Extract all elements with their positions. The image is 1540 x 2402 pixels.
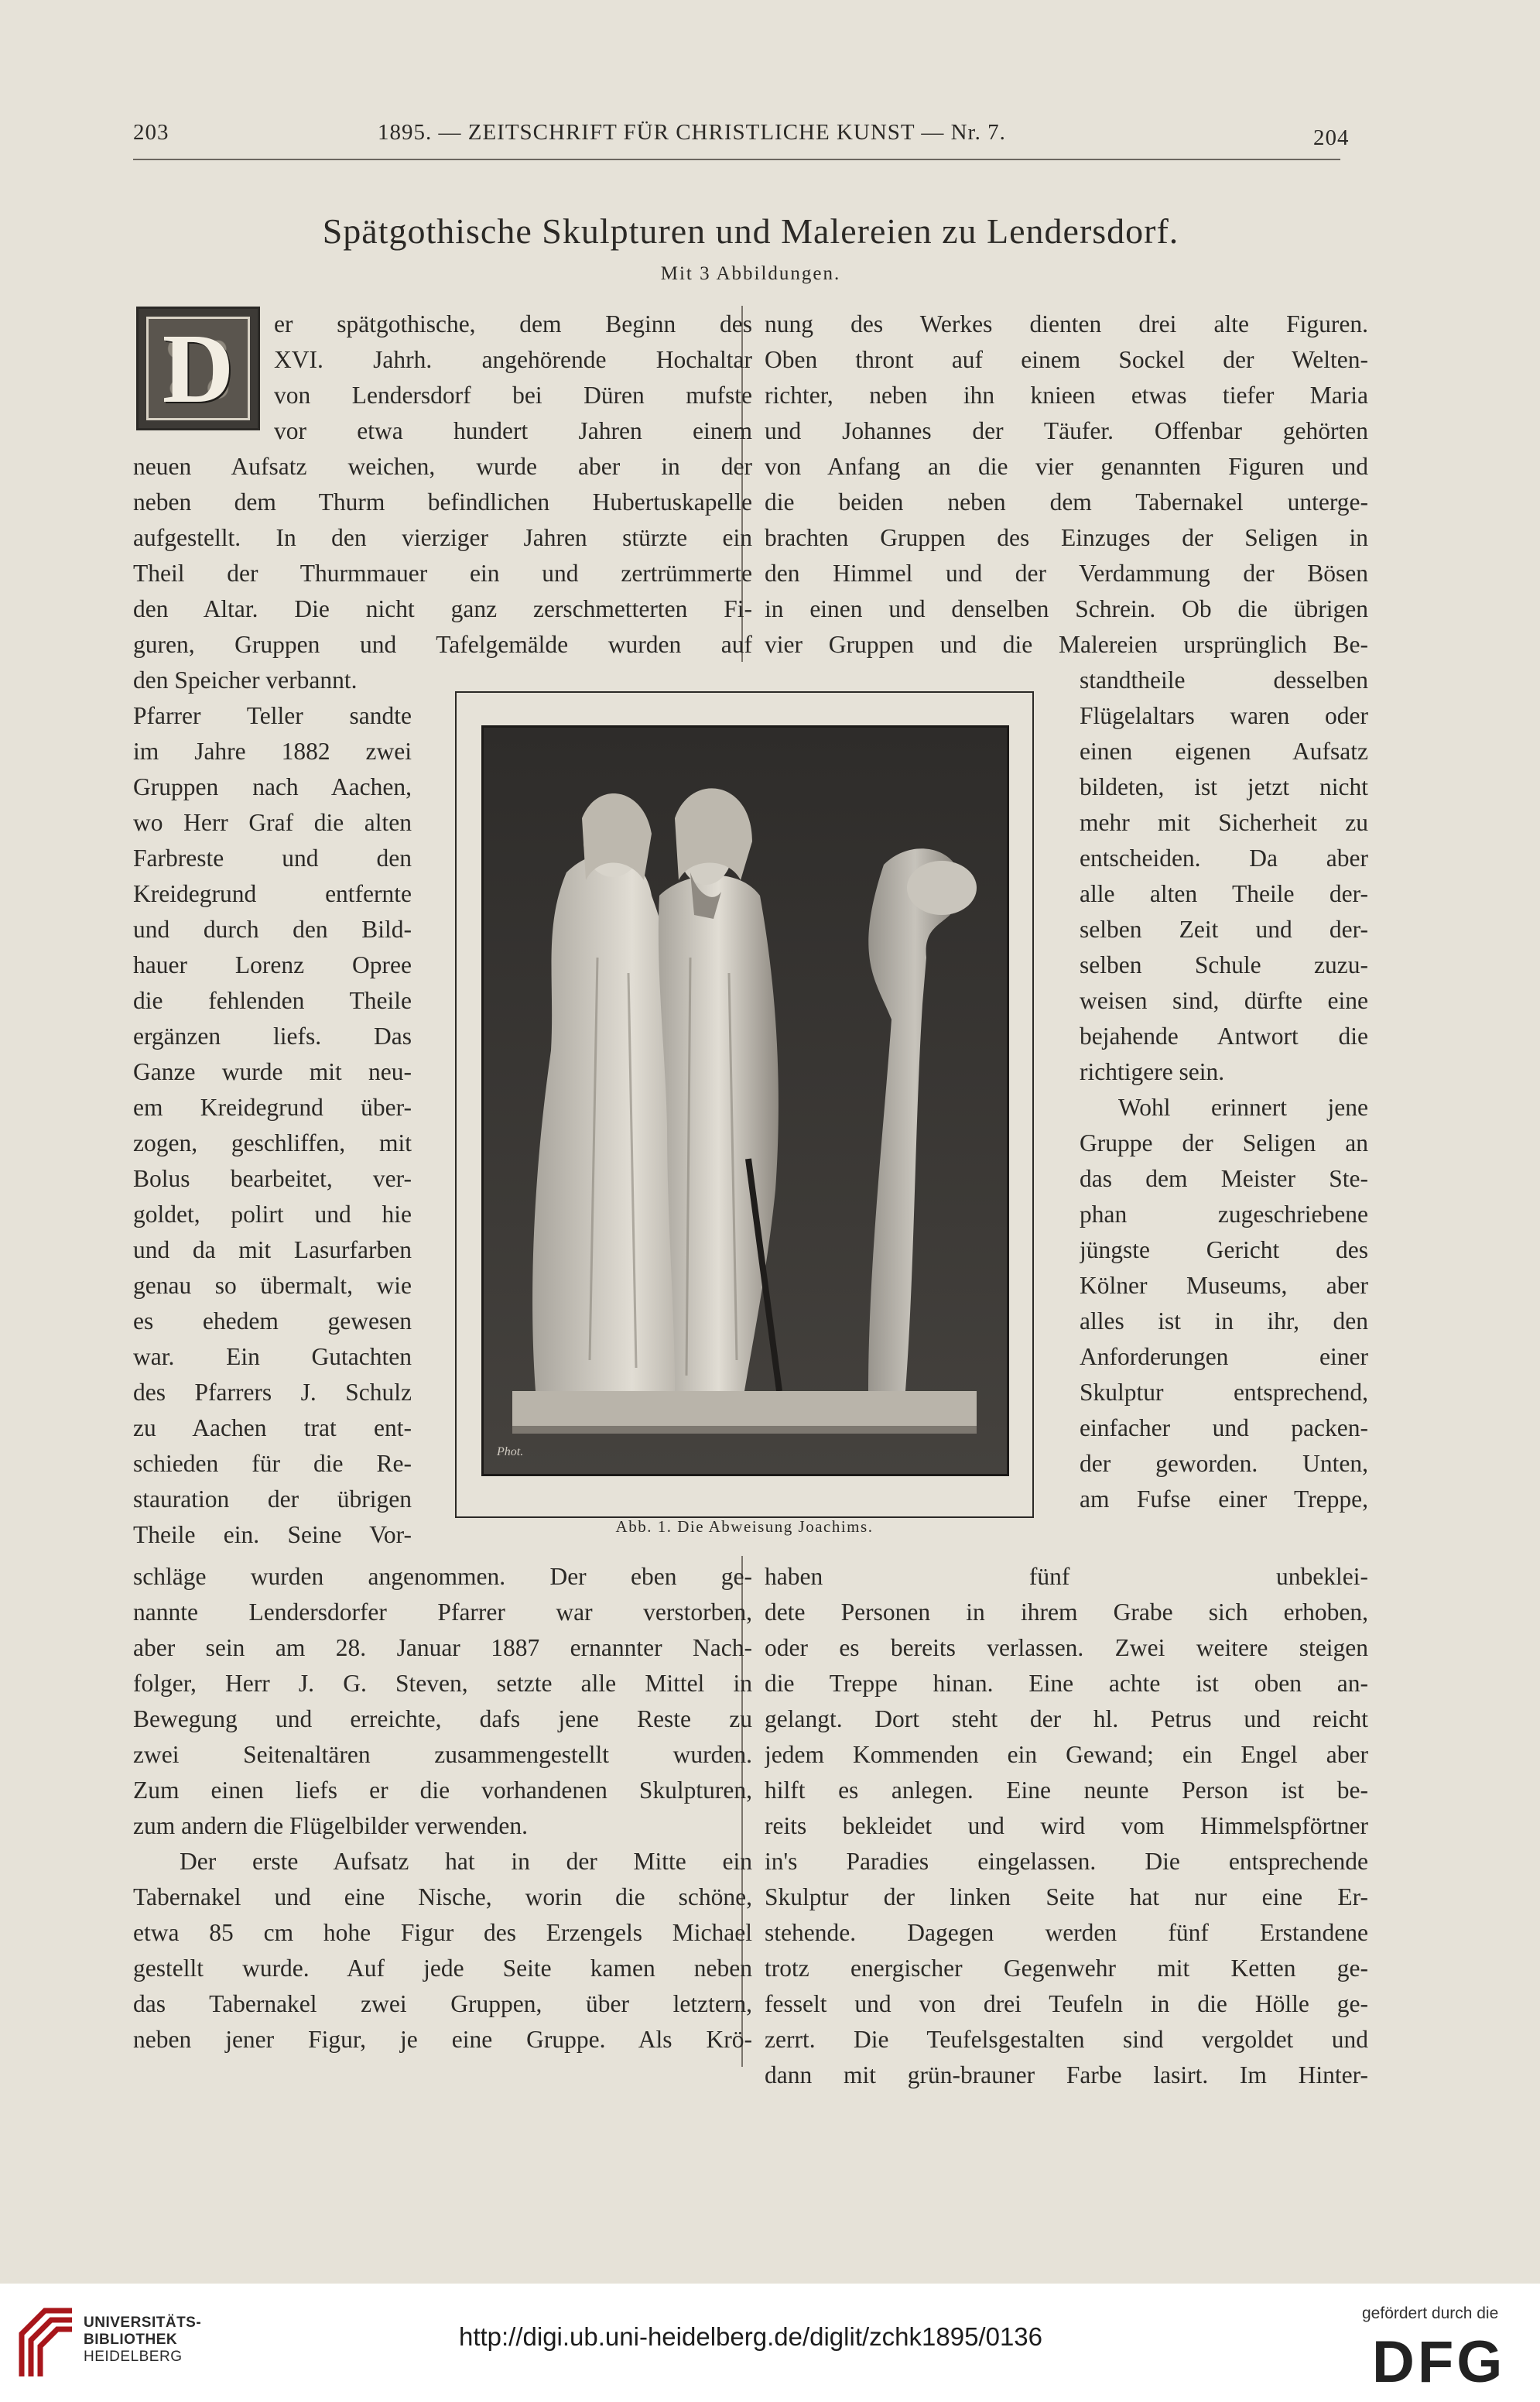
text-line: und durch den Bild-: [133, 916, 412, 943]
text-line: das Tabernakel zwei Gruppen, über letztern,: [133, 1990, 752, 2017]
text-line: nung des Werkes dienten drei alte Figuren.: [765, 310, 1368, 338]
text-line: gelangt. Dort steht der hl. Petrus und reicht: [765, 1705, 1368, 1732]
header-rule: [133, 159, 1340, 160]
text-line: Farbreste und den: [133, 845, 412, 872]
text-line: Ganze wurde mit neu-: [133, 1058, 412, 1085]
funder-note: gefördert durch die: [1362, 2304, 1499, 2322]
text-line: den Himmel und der Verdammung der Bösen: [765, 560, 1368, 587]
text-line: die beiden neben dem Tabernakel unterge-: [765, 488, 1368, 516]
text-line: Bolus bearbeitet, ver-: [133, 1165, 412, 1192]
text-line: der geworden. Unten,: [1080, 1450, 1368, 1477]
text-line: vor etwa hundert Jahren einem: [274, 417, 752, 444]
text-line: alle alten Theile der-: [1080, 880, 1368, 907]
figure-photo: [481, 725, 1009, 1476]
text-line: das dem Meister Ste-: [1080, 1165, 1368, 1192]
text-line: brachten Gruppen des Einzuges der Seligen in: [765, 524, 1368, 551]
text-line: stauration der übrigen: [133, 1485, 412, 1513]
text-line: zogen, geschliffen, mit: [133, 1129, 412, 1156]
text-line: jedem Kommenden ein Gewand; ein Engel aber: [765, 1741, 1368, 1768]
text-line: mehr mit Sicherheit zu: [1080, 809, 1368, 836]
text-line: neben dem Thurm befindlichen Hubertuskapelle: [133, 488, 752, 516]
text-line: Kölner Museums, aber: [1080, 1272, 1368, 1299]
text-line: oder es bereits verlassen. Zwei weitere steigen: [765, 1634, 1368, 1661]
text-line: Skulptur der linken Seite hat nur eine Er-: [765, 1883, 1368, 1910]
text-line: haben fünf unbeklei-: [765, 1563, 1368, 1590]
text-line: im Jahre 1882 zwei: [133, 738, 412, 765]
text-line: aber sein am 28. Januar 1887 ernannter Nach-: [133, 1634, 752, 1661]
text-line: Theile ein. Seine Vor-: [133, 1521, 412, 1548]
text-line: Skulptur entsprechend,: [1080, 1379, 1368, 1406]
text-line: wo Herr Graf die alten: [133, 809, 412, 836]
text-line: selben Zeit und der-: [1080, 916, 1368, 943]
library-name-line3: HEIDELBERG: [84, 2349, 183, 2365]
figure-caption: Abb. 1. Die Abweisung Joachims.: [615, 1517, 874, 1536]
text-line: des Pfarrers J. Schulz: [133, 1379, 412, 1406]
text-line: bejahende Antwort die: [1080, 1023, 1368, 1050]
text-line: Flügelaltars waren oder: [1080, 702, 1368, 729]
text-line: folger, Herr J. G. Steven, setzte alle Mittel in: [133, 1670, 752, 1697]
library-name-line2: BIBLIOTHEK: [84, 2332, 178, 2348]
text-line: hauer Lorenz Opree: [133, 951, 412, 978]
text-line: gestellt wurde. Auf jede Seite kamen neben: [133, 1955, 752, 1982]
text-line: Oben thront auf einem Sockel der Welten-: [765, 346, 1368, 373]
text-line: den Speicher verbannt.: [133, 666, 358, 694]
text-line: fesselt und von drei Teufeln in die Hölle ge-: [765, 1990, 1368, 2017]
text-line: war. Ein Gutachten: [133, 1343, 412, 1370]
text-line: von Anfang an die vier genannten Figuren und: [765, 453, 1368, 480]
text-line: richtigere sein.: [1080, 1058, 1225, 1085]
text-line: standtheile desselben: [1080, 666, 1368, 694]
text-line: stehende. Dagegen werden fünf Erstandene: [765, 1919, 1368, 1946]
decorated-initial: [136, 307, 260, 430]
text-line: am Fufse einer Treppe,: [1080, 1485, 1368, 1513]
text-line: nannte Lendersdorfer Pfarrer war verstorben,: [133, 1598, 752, 1626]
text-line: Anforderungen einer: [1080, 1343, 1368, 1370]
text-line: etwa 85 cm hohe Figur des Erzengels Michael: [133, 1919, 752, 1946]
text-line: dete Personen in ihrem Grabe sich erhoben,: [765, 1598, 1368, 1626]
text-line: aufgestellt. In den vierziger Jahren stürzte ein: [133, 524, 752, 551]
article-title: Spätgothische Skulpturen und Malereien zu Lendersdorf.: [322, 211, 1179, 251]
text-line: schläge wurden angenommen. Der eben ge-: [133, 1563, 752, 1590]
text-line: Gruppe der Seligen an: [1080, 1129, 1368, 1156]
text-line: XVI. Jahrh. angehörende Hochaltar: [274, 346, 752, 373]
text-line: in einen und denselben Schrein. Ob die übrigen: [765, 595, 1368, 622]
text-line: die Treppe hinan. Eine achte ist oben an-: [765, 1670, 1368, 1697]
text-line: jüngste Gericht des: [1080, 1236, 1368, 1263]
text-line: er spätgothische, dem Beginn des: [274, 310, 752, 338]
text-line: in's Paradies eingelassen. Die entsprechende: [765, 1848, 1368, 1875]
text-line: selben Schule zuzu-: [1080, 951, 1368, 978]
text-line: es ehedem gewesen: [133, 1307, 412, 1335]
text-line: alles ist in ihr, den: [1080, 1307, 1368, 1335]
page-number-right: 204: [1313, 125, 1350, 150]
library-name-line1: UNIVERSITÄTS-: [84, 2315, 202, 2331]
text-line: bildeten, ist jetzt nicht: [1080, 773, 1368, 800]
text-line: em Kreidegrund über-: [133, 1094, 412, 1121]
text-line: und Johannes der Täufer. Offenbar gehörten: [765, 417, 1368, 444]
text-line: Gruppen nach Aachen,: [133, 773, 412, 800]
text-line: genau so übermalt, wie: [133, 1272, 412, 1299]
text-line: und da mit Lasurfarben: [133, 1236, 412, 1263]
text-line: hilft es anlegen. Eine neunte Person ist be-: [765, 1777, 1368, 1804]
text-line: Theil der Thurmmauer ein und zertrümmerte: [133, 560, 752, 587]
text-line: schieden für die Re-: [133, 1450, 412, 1477]
text-line: Bewegung und erreichte, dafs jene Reste zu: [133, 1705, 752, 1732]
text-line: dann mit grün-brauner Farbe lasirt. Im Hinter-: [765, 2061, 1368, 2088]
text-line: vier Gruppen und die Malereien ursprünglich Be-: [765, 631, 1368, 658]
text-line: zerrt. Die Teufelsgestalten sind vergoldet und: [765, 2026, 1368, 2053]
text-line: Der erste Aufsatz hat in der Mitte ein: [180, 1848, 752, 1875]
text-line: die fehlenden Theile: [133, 987, 412, 1014]
text-line: ergänzen liefs. Das: [133, 1023, 412, 1050]
text-line: Pfarrer Teller sandte: [133, 702, 412, 729]
running-header: 1895. — ZEITSCHRIFT FÜR CHRISTLICHE KUNST — Nr. 7.: [378, 120, 1006, 145]
text-line: trotz energischer Gegenwehr mit Ketten ge-: [765, 1955, 1368, 1982]
text-line: Tabernakel und eine Nische, worin die schöne,: [133, 1883, 752, 1910]
initial-letter: D: [162, 313, 234, 423]
text-line: richter, neben ihn knieen etwas tiefer Maria: [765, 382, 1368, 409]
page-number-left: 203: [133, 120, 169, 145]
text-line: zum andern die Flügelbilder verwenden.: [133, 1812, 528, 1839]
library-logo-icon: [14, 2303, 77, 2384]
text-line: neuen Aufsatz weichen, wurde aber in der: [133, 453, 752, 480]
sculpture-illustration: [481, 725, 1009, 1476]
text-line: von Lendersdorf bei Düren mufste: [274, 382, 752, 409]
text-line: den Altar. Die nicht ganz zerschmetterten Fi-: [133, 595, 752, 622]
text-line: goldet, polirt und hie: [133, 1201, 412, 1228]
text-line: phan zugeschriebene: [1080, 1201, 1368, 1228]
text-line: einfacher und packen-: [1080, 1414, 1368, 1441]
text-line: einen eigenen Aufsatz: [1080, 738, 1368, 765]
text-line: weisen sind, dürfte eine: [1080, 987, 1368, 1014]
text-line: Zum einen liefs er die vorhandenen Skulpturen,: [133, 1777, 752, 1804]
text-line: zu Aachen trat ent-: [133, 1414, 412, 1441]
photo-signature: Phot.: [497, 1445, 524, 1458]
text-line: entscheiden. Da aber: [1080, 845, 1368, 872]
source-url-link[interactable]: http://digi.ub.uni-heidelberg.de/diglit/zchk1895/0136: [458, 2322, 1043, 2351]
text-line: Kreidegrund entfernte: [133, 880, 412, 907]
dfg-logo: DFG: [1372, 2329, 1506, 2395]
text-line: Wohl erinnert jene: [1118, 1094, 1368, 1121]
text-line: zwei Seitenaltären zusammengestellt wurden.: [133, 1741, 752, 1768]
text-line: guren, Gruppen und Tafelgemälde wurden auf: [133, 631, 752, 658]
article-subtitle: Mit 3 Abbildungen.: [660, 263, 841, 284]
text-line: reits bekleidet und wird vom Himmelspförtner: [765, 1812, 1368, 1839]
text-line: neben jener Figur, je eine Gruppe. Als Krö-: [133, 2026, 752, 2053]
